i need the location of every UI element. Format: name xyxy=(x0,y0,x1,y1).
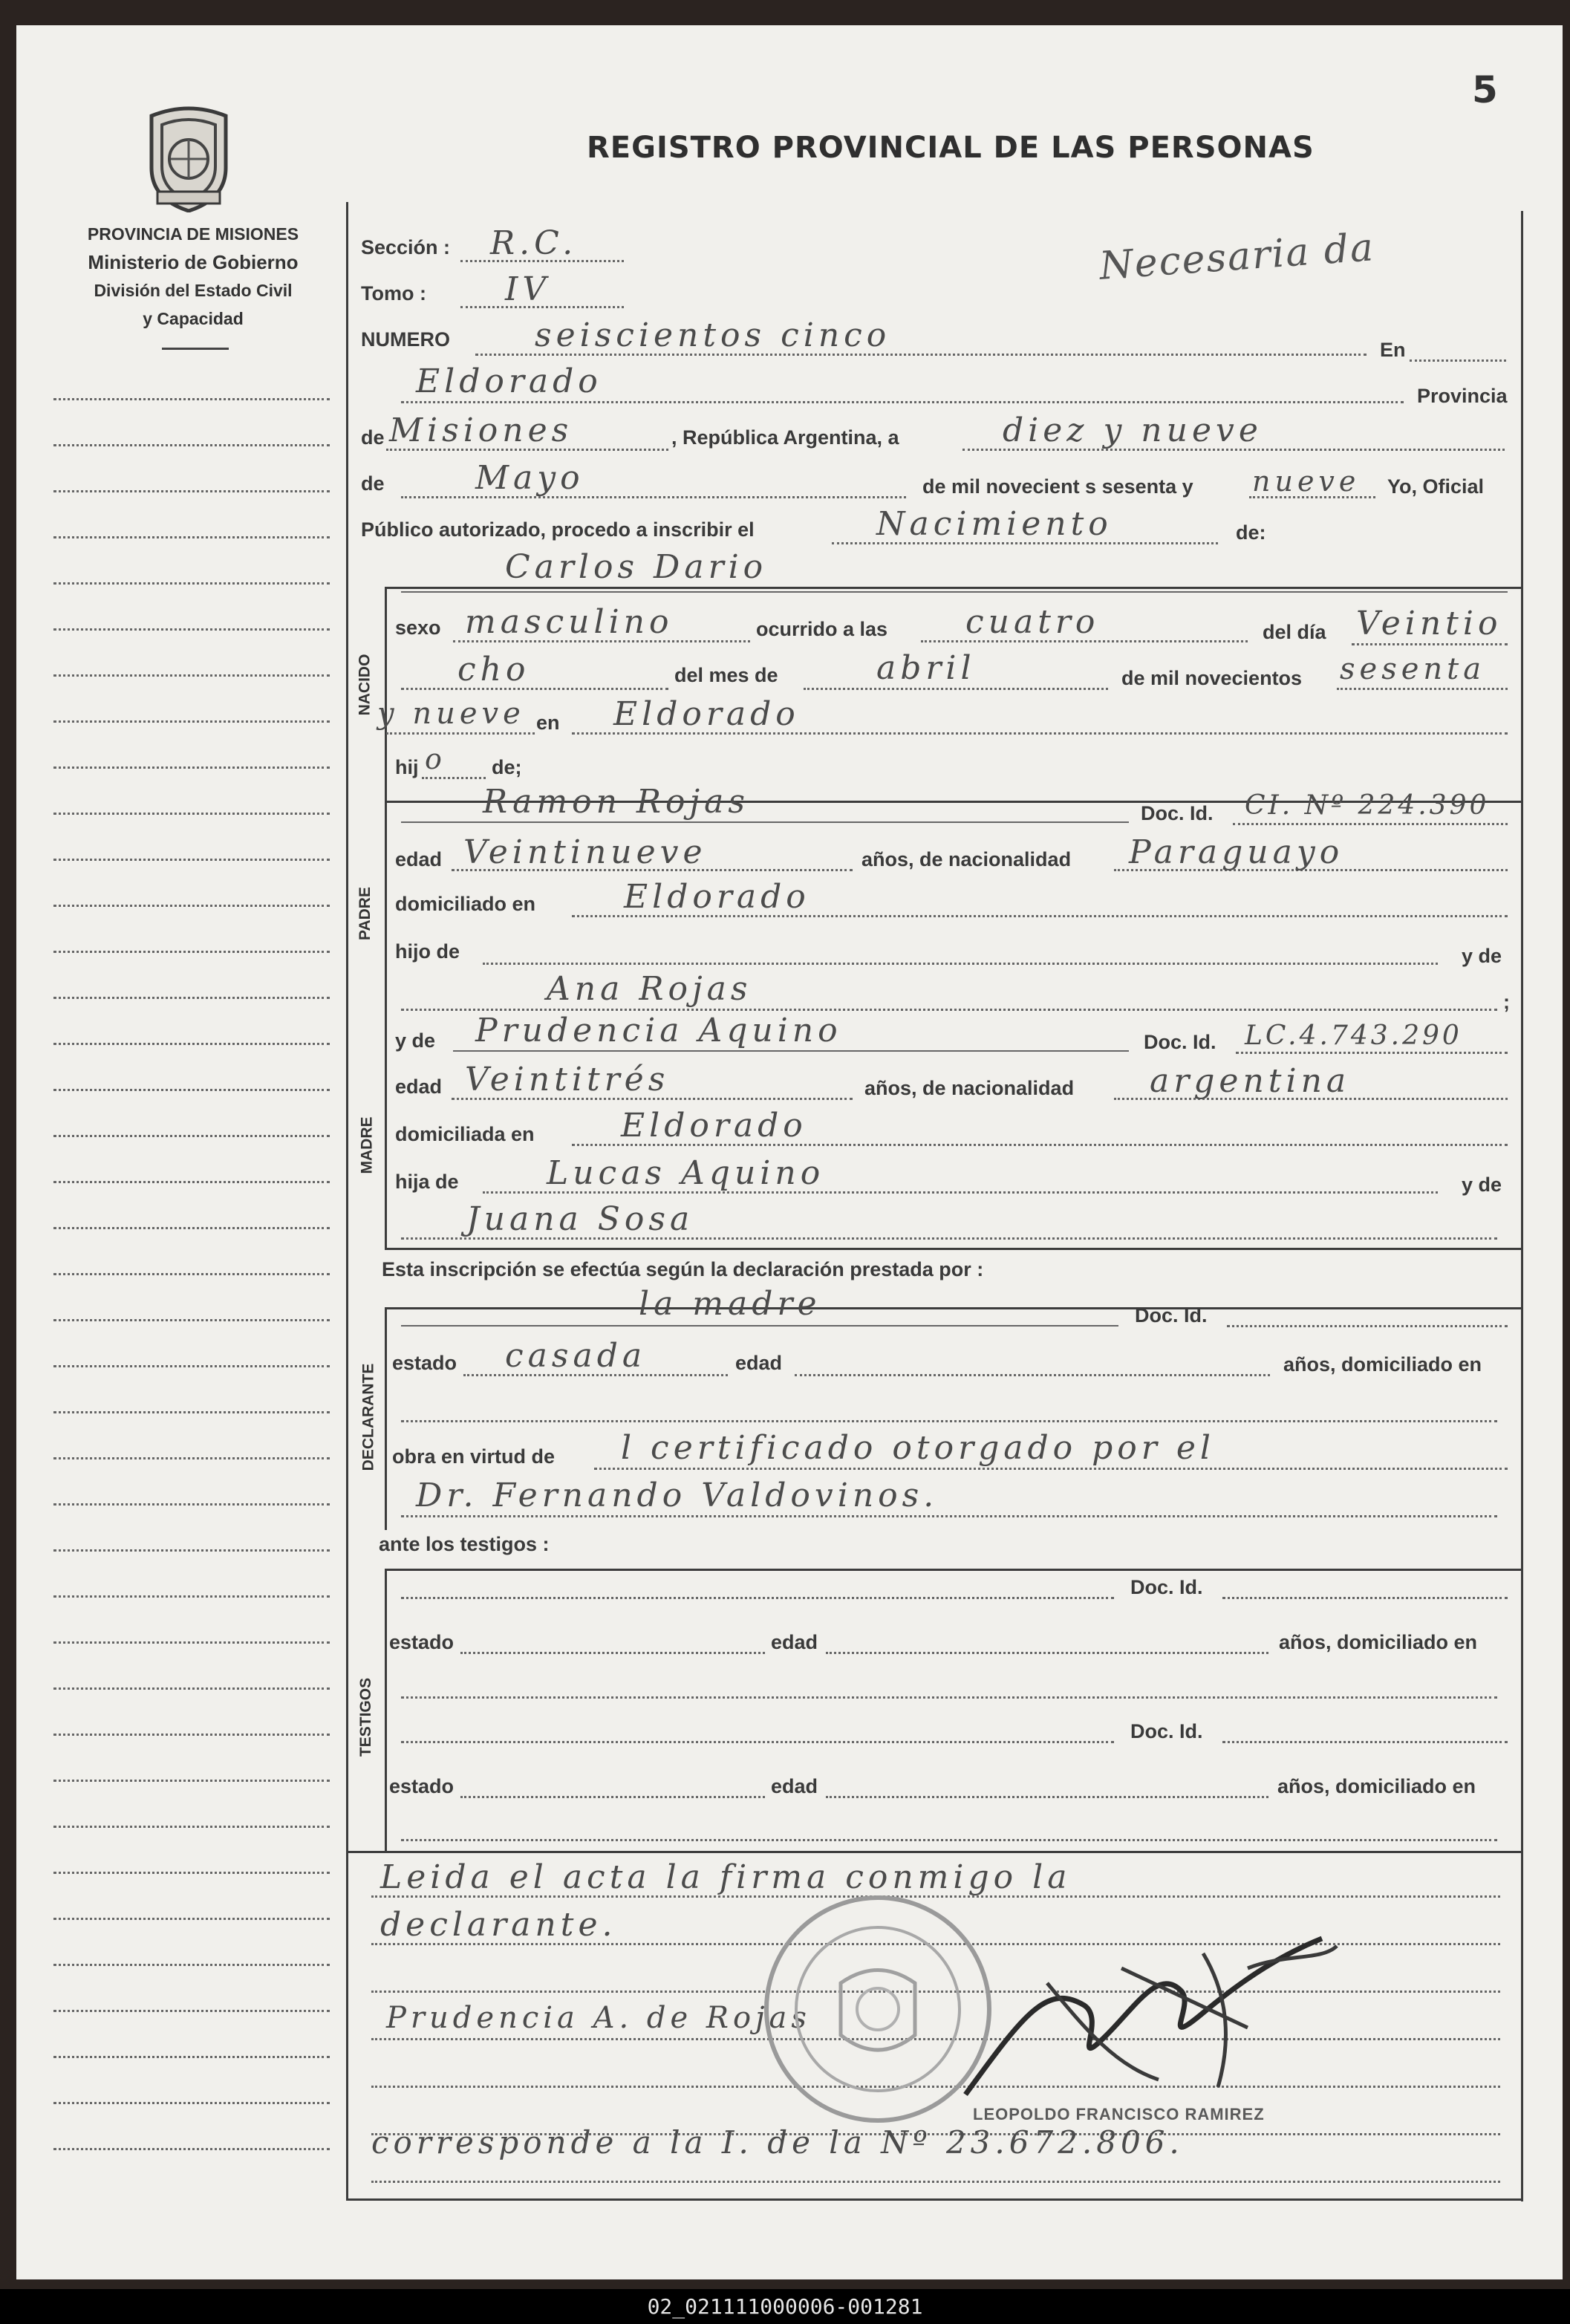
label-publico: Público autorizado, procedo a inscribir el xyxy=(361,518,755,541)
capacity-name: y Capacidad xyxy=(143,309,244,328)
value-madre-doc: LC.4.743.290 xyxy=(1245,1021,1462,1051)
value-anio-nac-1: sesenta xyxy=(1340,652,1486,686)
margin-line xyxy=(53,1641,330,1644)
margin-line xyxy=(53,582,330,585)
footer-id: 02_021111000006-001281 xyxy=(0,2289,1570,2324)
right-border-line xyxy=(1521,211,1523,2201)
label-hij: hij xyxy=(395,756,419,778)
value-padre-doc: CI. Nº 224.390 xyxy=(1245,790,1490,821)
value-provincia: Misiones xyxy=(389,411,573,449)
declarante-doc-line xyxy=(1227,1325,1508,1327)
label-madre-dom: domiciliada en xyxy=(395,1123,535,1145)
margin-line xyxy=(53,444,330,446)
madre-nombre-line xyxy=(453,1050,1129,1052)
label-padre-edad: edad xyxy=(395,848,443,870)
testigos-bottom-line xyxy=(346,1851,1521,1853)
margin-line xyxy=(53,1549,330,1552)
value-obra-2: Dr. Fernando Valdovinos. xyxy=(416,1477,939,1514)
label-testigo1-anos-dom: años, domiciliado en xyxy=(1279,1631,1478,1653)
label-del-dia: del día xyxy=(1263,621,1326,643)
label-numero: NUMERO xyxy=(361,328,450,351)
label-republica: , República Argentina, a xyxy=(671,426,899,449)
label-testigo2-doc: Doc. Id. xyxy=(1130,1720,1203,1742)
testigo1-dom-line xyxy=(401,1696,1497,1699)
label-testigo1-doc: Doc. Id. xyxy=(1130,1576,1203,1598)
testigo1-edad-line xyxy=(826,1652,1268,1654)
label-en: En xyxy=(1380,339,1406,361)
value-anio: nueve xyxy=(1252,465,1361,498)
page-number: 5 xyxy=(1472,68,1498,111)
label-sesenta-y: de mil novecient s sesenta y xyxy=(922,475,1193,498)
padre-nombre-line xyxy=(401,821,1129,823)
label-de-colon: de: xyxy=(1236,521,1266,544)
margin-line xyxy=(53,813,330,815)
label-testigo1-edad: edad xyxy=(771,1631,818,1653)
label-de: de xyxy=(361,426,385,449)
margin-line xyxy=(53,1826,330,1828)
nacido-top-line xyxy=(385,587,1521,589)
anio-nac-2-line xyxy=(386,732,535,735)
abuelo-paterno-line xyxy=(483,963,1438,965)
label-semicolon: ; xyxy=(1503,991,1510,1013)
margin-line xyxy=(53,1872,330,1874)
anio-nac-line xyxy=(1337,688,1508,690)
section-label-declarante: DECLARANTE xyxy=(359,1363,377,1471)
label-tomo: Tomo : xyxy=(361,282,426,305)
section-label-testigos: TESTIGOS xyxy=(357,1677,375,1757)
value-nota-2: declarante. xyxy=(380,1906,617,1944)
testigo1-doc-line xyxy=(1222,1597,1508,1599)
province-name: PROVINCIA DE MISIONES xyxy=(87,224,299,244)
value-seccion: R.C. xyxy=(490,224,578,262)
label-provincia: Provincia xyxy=(1417,385,1508,407)
margin-line xyxy=(53,1595,330,1598)
value-localidad: Eldorado xyxy=(416,362,602,400)
label-ocurrido: ocurrido a las xyxy=(756,618,888,640)
label-madre-doc: Doc. Id. xyxy=(1144,1031,1216,1053)
margin-line xyxy=(53,2102,330,2104)
value-abuela-paterna: Ana Rojas xyxy=(547,970,752,1008)
official-signature-icon xyxy=(936,1924,1352,2117)
issuer-underline xyxy=(162,348,229,350)
label-testigo2-edad: edad xyxy=(771,1775,818,1797)
value-hij: o xyxy=(425,743,446,775)
margin-line xyxy=(53,1503,330,1506)
value-numero: seiscientos cinco xyxy=(535,316,891,354)
testigos-top-line xyxy=(385,1569,1521,1571)
margin-line xyxy=(53,1181,330,1183)
value-abuelo-materno: Lucas Aquino xyxy=(547,1154,825,1192)
localidad-line xyxy=(401,401,1404,403)
value-declarante-estado: casada xyxy=(505,1337,647,1375)
label-sexo: sexo xyxy=(395,616,441,639)
value-madre-nac: argentina xyxy=(1150,1062,1351,1100)
margin-line xyxy=(53,997,330,999)
margin-line xyxy=(53,674,330,677)
value-declarante: la madre xyxy=(639,1285,821,1323)
value-anio-nac-2: y nueve xyxy=(377,697,525,731)
declarante-nombre-line xyxy=(401,1325,1118,1327)
obra-line-1 xyxy=(594,1468,1508,1470)
value-dia-nac-1: Veintio xyxy=(1356,605,1502,642)
margin-line xyxy=(53,1227,330,1229)
value-mes-nac: abril xyxy=(876,649,976,687)
label-padre-y-de: y de xyxy=(1462,945,1502,967)
abuela-paterna-line xyxy=(401,1009,1497,1011)
label-madre-nac: años, de nacionalidad xyxy=(864,1077,1075,1099)
margin-line xyxy=(53,2056,330,2058)
margin-line xyxy=(53,398,330,400)
value-obra-1: l certificado otorgado por el xyxy=(621,1429,1215,1467)
value-mes: Mayo xyxy=(475,459,584,497)
label-seccion: Sección : xyxy=(361,236,451,258)
margin-line xyxy=(53,1043,330,1045)
value-firma-madre: Prudencia A. de Rojas xyxy=(386,2001,811,2035)
inner-border-line xyxy=(385,587,387,1248)
value-madre-edad: Veintitrés xyxy=(465,1061,670,1098)
issuer-block xyxy=(45,220,342,333)
province-crest-icon xyxy=(141,102,236,212)
value-padre-nombre: Ramon Rojas xyxy=(483,783,749,821)
label-padre-dom: domiciliado en xyxy=(395,893,536,915)
hij-line xyxy=(422,777,486,779)
notes-line xyxy=(371,2181,1500,2183)
label-esta-inscripcion: Esta inscripción se efectúa según la declaración prestada por : xyxy=(382,1258,984,1280)
mes-nac-line xyxy=(804,688,1108,690)
margin-line xyxy=(53,536,330,538)
dia-nac-line xyxy=(1352,643,1508,645)
label-hija-de: hija de xyxy=(395,1171,459,1193)
value-lugar-nac: Eldorado xyxy=(613,695,800,733)
value-annotation: Necesaria da xyxy=(1098,225,1376,289)
margin-line xyxy=(53,1089,330,1091)
label-ante-testigos: ante los testigos : xyxy=(379,1533,550,1555)
margin-line xyxy=(53,951,330,953)
testigos-border-line xyxy=(385,1569,387,1851)
label-madre-edad: edad xyxy=(395,1075,443,1098)
label-padre-nac: años, de nacionalidad xyxy=(861,848,1072,870)
padre-doc-line xyxy=(1233,823,1508,825)
declarante-top-line xyxy=(385,1307,1521,1309)
testigo2-estado-line xyxy=(460,1796,765,1798)
testigo2-nombre-line xyxy=(401,1741,1114,1743)
margin-line xyxy=(53,1319,330,1321)
margin-line xyxy=(53,1457,330,1459)
margin-line xyxy=(53,859,330,861)
label-padre-doc: Doc. Id. xyxy=(1141,802,1214,824)
margin-line xyxy=(53,628,330,631)
label-del-mes: del mes de xyxy=(674,664,778,686)
value-madre-nombre: Prudencia Aquino xyxy=(475,1012,842,1049)
ministry-name: Ministerio de Gobierno xyxy=(88,251,299,273)
section-label-madre: MADRE xyxy=(358,1116,376,1174)
testigo1-estado-line xyxy=(460,1652,765,1654)
value-dia-nac-2: cho xyxy=(457,651,530,689)
division-name: División del Estado Civil xyxy=(94,281,293,300)
label-declarante-estado: estado xyxy=(392,1352,457,1374)
value-nota-1: Leida el acta la firma conmigo la xyxy=(380,1858,1072,1896)
label-madre-y-de: y de xyxy=(395,1029,436,1052)
stamp-name-text: LEOPOLDO FRANCISCO RAMIREZ xyxy=(973,2105,1265,2123)
dia-nac-2-line xyxy=(401,688,668,690)
section-label-padre: PADRE xyxy=(356,887,374,940)
value-nombre: Carlos Dario xyxy=(505,548,768,586)
madre-bottom-line xyxy=(385,1248,1521,1250)
value-abuela-materna: Juana Sosa xyxy=(466,1200,694,1238)
value-sexo: masculino xyxy=(465,603,674,641)
value-padre-nac: Paraguayo xyxy=(1129,833,1344,871)
label-de-mes: de xyxy=(361,472,385,495)
margin-line xyxy=(53,1918,330,1920)
obra-line-2 xyxy=(401,1515,1497,1517)
margin-line xyxy=(53,1780,330,1782)
declarante-border-line xyxy=(385,1307,387,1530)
margin-line xyxy=(53,766,330,769)
label-madre-y-de-2: y de xyxy=(1462,1174,1502,1196)
value-madre-dom: Eldorado xyxy=(621,1107,807,1145)
testigo2-edad-line xyxy=(826,1796,1268,1798)
value-padre-dom: Eldorado xyxy=(624,878,810,916)
value-nota-final: corresponde a la I. de la Nº 23.672.806. xyxy=(371,2124,1184,2161)
value-hora: cuatro xyxy=(965,603,1100,641)
value-tomo: IV xyxy=(505,270,551,308)
label-de-mil-novecientos: de mil novecientos xyxy=(1121,667,1303,689)
margin-line xyxy=(53,2148,330,2150)
margin-line xyxy=(53,1734,330,1736)
bottom-border-line xyxy=(346,2198,1521,2201)
margin-line xyxy=(53,1411,330,1413)
label-testigo2-estado: estado xyxy=(389,1775,455,1797)
label-en-lugar: en xyxy=(536,712,560,734)
madre-doc-line xyxy=(1236,1052,1508,1054)
label-declarante-anos-dom: años, domiciliado en xyxy=(1283,1353,1482,1376)
section-label-nacido: NACIDO xyxy=(356,654,374,716)
label-testigo1-estado: estado xyxy=(389,1631,455,1653)
margin-line xyxy=(53,1273,330,1275)
en-line xyxy=(1410,359,1506,362)
testigo2-dom-line xyxy=(401,1839,1497,1841)
margin-line xyxy=(53,1365,330,1367)
margin-line xyxy=(53,2010,330,2012)
testigo2-doc-line xyxy=(1222,1741,1508,1743)
label-declarante-doc: Doc. Id. xyxy=(1135,1304,1208,1327)
label-testigo2-anos-dom: años, domiciliado en xyxy=(1277,1775,1476,1797)
label-hij-de: de; xyxy=(492,756,522,778)
label-declarante-edad: edad xyxy=(735,1352,783,1374)
value-dia: diez y nueve xyxy=(1003,411,1263,449)
margin-line xyxy=(53,1964,330,1966)
margin-line xyxy=(53,1135,330,1137)
declarante-edad-line xyxy=(795,1374,1270,1376)
document-title: REGISTRO PROVINCIAL DE LAS PERSONAS xyxy=(587,131,1315,165)
margin-line xyxy=(53,720,330,723)
label-hijo-de: hijo de xyxy=(395,940,460,963)
label-obra: obra en virtud de xyxy=(392,1445,556,1468)
label-yo-oficial: Yo, Oficial xyxy=(1387,475,1485,498)
declarante-dom-line xyxy=(401,1420,1497,1422)
testigo1-nombre-line xyxy=(401,1597,1114,1599)
margin-line xyxy=(53,1687,330,1690)
value-acto: Nacimiento xyxy=(876,505,1113,543)
margin-line xyxy=(53,490,330,492)
left-border-line xyxy=(346,202,348,2200)
margin-line xyxy=(53,905,330,907)
value-padre-edad: Veintinueve xyxy=(463,833,707,871)
nombre-line xyxy=(401,591,1508,593)
